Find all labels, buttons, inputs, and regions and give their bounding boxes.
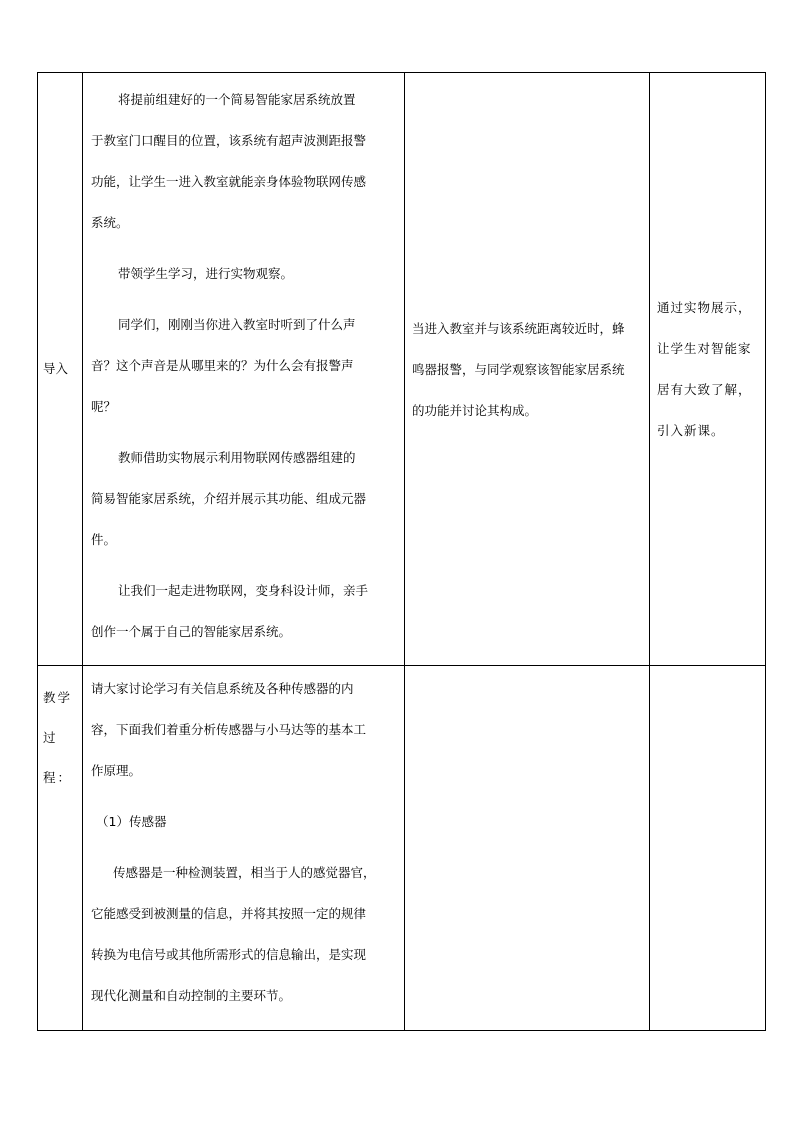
teacher-line: 音？这个声音是从哪里来的？为什么会有报警声 — [91, 358, 354, 373]
teacher-line: 容，下面我们着重分析传感器与小马达等的基本工 — [91, 722, 367, 737]
student-activity-process — [405, 666, 650, 1031]
teacher-line: 呢？ — [91, 399, 117, 414]
student-line: 的功能并讨论其构成。 — [412, 402, 538, 418]
teacher-line: 传感器是一种检测装置，相当于人的感觉器官， — [113, 865, 376, 880]
teacher-line: 作原理。 — [91, 763, 142, 778]
teacher-line: 教师借助实物展示利用物联网传感器组建的 — [118, 450, 356, 465]
intent-line: 引入新课。 — [657, 423, 725, 438]
stage-cell-process — [38, 666, 83, 1031]
section-heading-sensor: （1）传感器 — [96, 814, 167, 829]
teacher-line: 于教室门口醒目的位置，该系统有超声波测距报警 — [91, 133, 367, 148]
table-row-intro — [38, 73, 766, 666]
student-activity-intro — [405, 73, 650, 666]
teacher-activity-process — [83, 666, 405, 1031]
teacher-line: 它能感受到被测量的信息，并将其按照一定的规律 — [91, 906, 367, 921]
intent-line: 让学生对智能家 — [657, 341, 752, 356]
intent-line: 通过实物展示， — [657, 300, 752, 315]
stage-label-process-1: 教学 — [43, 690, 73, 705]
teacher-line: 件。 — [91, 532, 117, 547]
teacher-line: 同学们，刚刚当你进入教室时听到了什么声 — [118, 317, 356, 332]
design-intent-intro — [650, 73, 766, 666]
teacher-line: 转换为电信号或其他所需形式的信息输出，是实现 — [91, 947, 367, 962]
teacher-activity-intro — [83, 73, 405, 666]
teacher-line: 功能，让学生一进入教室就能亲身体验物联网传感 — [91, 174, 367, 189]
student-line: 当进入教室并与该系统距离较近时，蜂 — [412, 320, 625, 336]
stage-label-process-2: 过程： — [43, 730, 73, 785]
lesson-plan-table — [37, 72, 766, 1031]
design-intent-process — [650, 666, 766, 1031]
teacher-line: 请大家讨论学习有关信息系统及各种传感器的内 — [91, 681, 354, 696]
teacher-line: 现代化测量和自动控制的主要环节。 — [91, 988, 292, 1003]
teacher-line: 系统。 — [91, 215, 129, 230]
table-row-process — [38, 666, 766, 1031]
intent-line: 居有大致了解， — [657, 382, 752, 397]
teacher-line: 将提前组建好的一个简易智能家居系统放置 — [118, 92, 356, 107]
teacher-line: 让我们一起走进物联网，变身科设计师，亲手 — [118, 583, 369, 598]
student-line: 鸣器报警，与同学观察该智能家居系统 — [412, 361, 625, 377]
stage-cell-intro — [38, 73, 83, 666]
teacher-line: 创作一个属于自己的智能家居系统。 — [91, 624, 292, 639]
teacher-line: 带领学生学习，进行实物观察。 — [118, 266, 294, 281]
stage-label-intro: 导入 — [43, 361, 69, 376]
teacher-line: 简易智能家居系统，介绍并展示其功能、组成元器 — [91, 491, 367, 506]
